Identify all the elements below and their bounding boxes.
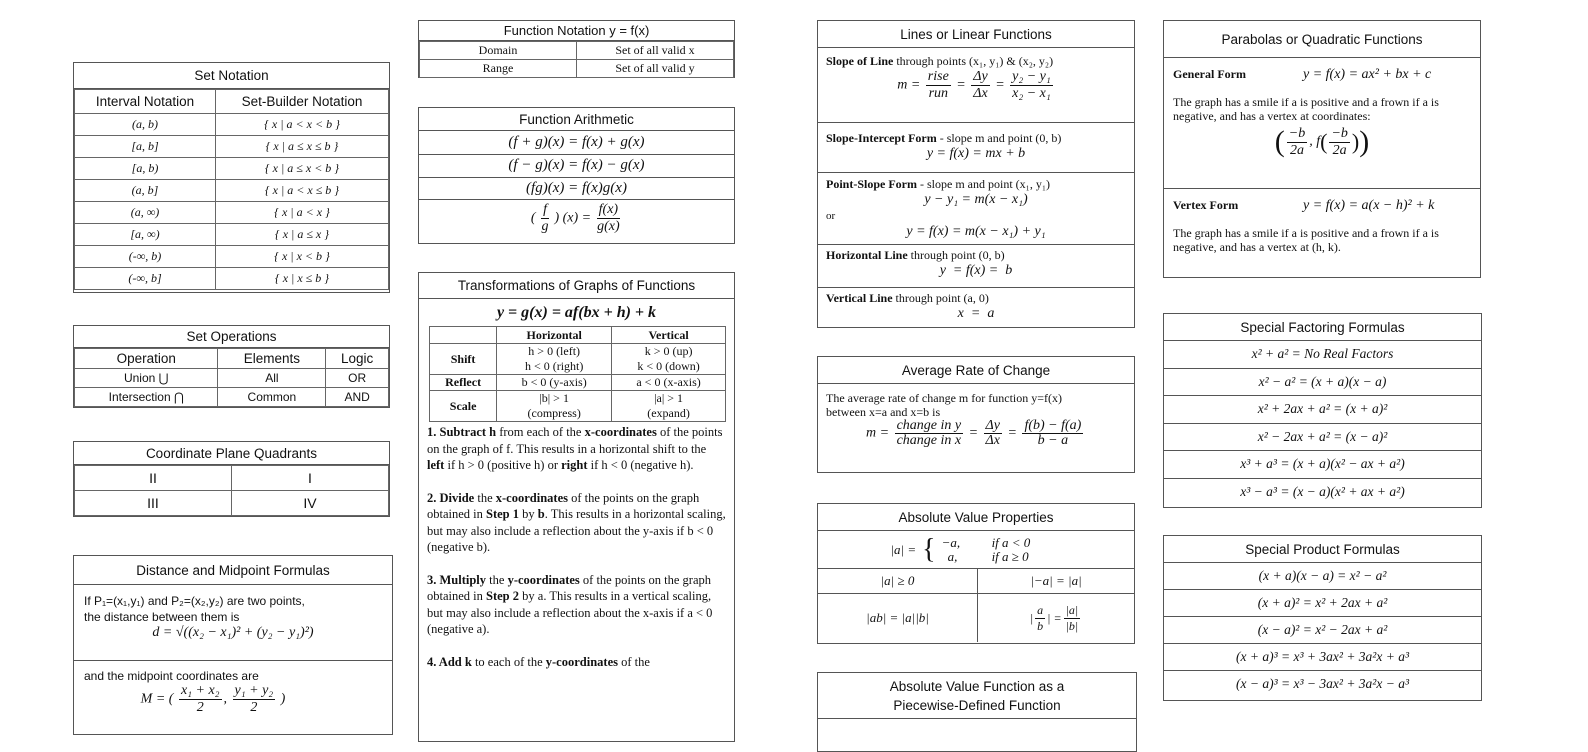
step-segment: y-coordinates: [507, 572, 580, 587]
numerator: f(b) − f(a): [1024, 418, 1082, 433]
distance-title: Distance and Midpoint Formulas: [74, 556, 392, 585]
step-segment: . This results in a horizontal scaling, but may also include a reflection about the y-axis if b < 0 (negative b).: [427, 507, 726, 554]
slope-intercept-text: - slope m and point (0, b): [936, 131, 1062, 145]
interval-cell: (-∞, b): [75, 246, 216, 268]
numerator: change in y: [896, 418, 962, 433]
avg-rate-box: [817, 356, 1135, 473]
factoring-row: x² + a² = No Real Factors: [1164, 341, 1481, 369]
interval-cell: (a, b]: [75, 180, 216, 202]
parabolas-title: Parabolas or Quadratic Functions: [1164, 21, 1480, 58]
col-header: [430, 327, 497, 344]
vertical-line-formula: x = a: [957, 306, 995, 321]
midpoint-lhs: M =: [140, 691, 166, 707]
avg-rate-formula: m = $\frac{\text{change in y}}{\text{change in x}}$ = $\frac{\Delta y}{\Delta x}$ = $\frac{f(b) - f(a)}{b - a}$: [866, 418, 1082, 448]
quadrant-cell: II: [75, 466, 232, 491]
general-form-text: The graph has a smile if a is positive and a frown if a is negative, and has a vertex at coordinates:: [1173, 95, 1439, 123]
set-operations-title: Set Operations: [74, 326, 389, 348]
avg-m: m =: [866, 425, 890, 441]
condition: if a < 0: [991, 534, 1031, 550]
numerator: y₁ + y₂: [234, 683, 274, 698]
table-row: [75, 268, 389, 290]
abs-property: |ab| = |a||b|: [818, 594, 978, 642]
step-segment: right: [561, 458, 588, 472]
denominator: g: [541, 219, 549, 234]
transform-cell: a < 0 (x-axis): [612, 375, 726, 391]
table-row: [75, 369, 389, 388]
condition: if a ≥ 0: [991, 548, 1029, 564]
numerator: rise: [927, 69, 949, 84]
avg-rate-title: Average Rate of Change: [818, 357, 1134, 384]
step-segment: left: [427, 458, 445, 472]
horizontal-line-label: Horizontal Line: [826, 248, 908, 262]
general-form-formula: y = f(x) = ax² + bx + c: [1303, 67, 1432, 82]
abs-props-title: Absolute Value Properties: [818, 504, 1134, 531]
products-row: (x − a)³ = x³ − 3ax² + 3a²x − a³: [1236, 676, 1409, 691]
col-header: Vertical: [612, 327, 726, 344]
distance-formula: d = √((x₂ − x₁)² + (y₂ − y₁)²): [152, 625, 314, 640]
interval-cell: (-∞, b]: [75, 268, 216, 290]
vertical-line-label: Vertical Line: [826, 291, 893, 305]
transformation-step: [419, 572, 734, 638]
set-notation-box: [73, 62, 390, 293]
step-segment: the: [474, 490, 496, 505]
set-op-cell: OR: [326, 369, 389, 388]
transformation-step: [419, 654, 734, 671]
col-header: Elements: [218, 349, 326, 369]
col-header: Set-Builder Notation: [216, 90, 389, 114]
denominator: 2: [250, 700, 258, 715]
table-row: [420, 60, 734, 78]
vertex-form-label: Vertex Form: [1173, 198, 1239, 212]
transform-cell: k > 0 (up) k < 0 (down): [612, 344, 726, 375]
table-row: [75, 491, 389, 516]
denominator: 2a: [1289, 142, 1304, 158]
parabolas-box: [1163, 20, 1481, 278]
products-row: (x − a)² = x² − 2ax + a²: [1164, 617, 1481, 644]
abs-property: |a| ≥ 0: [818, 569, 978, 593]
table-row: [75, 466, 389, 491]
case: −a,: [941, 534, 961, 550]
set-op-cell: Union ⋃: [75, 369, 218, 388]
step-segment: y-coordinates: [545, 654, 618, 669]
denominator: b: [1037, 618, 1044, 633]
general-form-label: General Form: [1173, 67, 1246, 81]
quadrant-cell: I: [232, 466, 389, 491]
transformation-step: [419, 424, 734, 474]
interval-cell: [a, ∞): [75, 224, 216, 246]
step-segment: by a. This results in a vertical scaling, but may also include a reflection about the x-axis if a < 0 (negative a).: [427, 589, 713, 636]
case: a,: [947, 548, 958, 564]
denominator: x₂ − x₁: [1012, 86, 1051, 101]
set-builder-cell: { x | a ≤ x < b }: [216, 158, 389, 180]
step-segment: Step 1: [486, 507, 520, 521]
quadrants-table: [74, 465, 389, 516]
numerator: f: [543, 202, 547, 217]
denominator: |b|: [1065, 618, 1079, 633]
factoring-row: x² + 2ax + a² = (x + a)²: [1164, 396, 1481, 424]
table-row: [420, 42, 734, 60]
step-segment: from each of the: [496, 425, 585, 439]
function-arithmetic-box: [418, 107, 735, 244]
function-notation-table: [419, 41, 734, 78]
denominator: 2: [196, 700, 204, 715]
step-segment: 1. Subtract h: [427, 425, 497, 439]
slope-intercept-label: Slope-Intercept Form: [826, 131, 937, 145]
factoring-title: Special Factoring Formulas: [1164, 314, 1481, 341]
table-row: [75, 114, 389, 136]
midpoint-intro: and the midpoint coordinates are: [84, 669, 259, 683]
step-segment: of the points on the graph obtained in: [427, 572, 712, 603]
table-row: [75, 388, 389, 407]
products-box: [1163, 535, 1482, 701]
horizontal-line-text: through point (0, b): [907, 248, 1005, 262]
step-segment: of the points on the graph of f. This results in a horizontal shift to the: [427, 425, 723, 456]
set-op-cell: Common: [218, 388, 326, 407]
factoring-row: x³ + a³ = (x + a)(x² − ax + a²): [1164, 451, 1481, 479]
avg-rate-text: The average rate of change m for function y=f(x): [826, 391, 1062, 405]
step-segment: 3. Multiply: [427, 572, 487, 587]
quadrants-box: [73, 441, 390, 517]
factoring-box: [1163, 313, 1482, 508]
abs-property-quotient: | $\frac{a}{b}$ | = $\frac{|a|}{|b|}$: [1029, 602, 1079, 633]
vertex-form-text: The graph has a smile if a is positive and a frown if a is negative, and has a vertex at (h, k).: [1173, 226, 1439, 254]
arith-quotient: ( $\frac{f}{g}$ ) (x) = $\frac{f(x)}{g(x)}$: [530, 202, 620, 234]
set-notation-table: [74, 89, 389, 290]
factoring-row: x³ − a³ = (x − a)(x² + ax + a²): [1240, 483, 1405, 499]
numerator: x₁ + x₂: [180, 683, 220, 698]
table-row: [75, 158, 389, 180]
table-row: [430, 391, 726, 422]
distance-intro: If P₁=(x₁,y₁) and P₂=(x₂,y₂) are two points,: [84, 594, 305, 608]
factoring-row: x² − a² = (x + a)(x − a): [1164, 369, 1481, 397]
numerator: Δy: [985, 418, 1000, 433]
set-builder-cell: { x | a < x ≤ b }: [216, 180, 389, 202]
quadrant-cell: III: [75, 491, 232, 516]
products-row: (x + a)² = x² + 2ax + a²: [1164, 590, 1481, 617]
numerator: Δy: [973, 69, 988, 84]
abs-function-title-2: Piecewise-Defined Function: [893, 697, 1061, 713]
function-notation-box: [418, 20, 735, 78]
function-arithmetic-title: Function Arithmetic: [419, 108, 734, 131]
quotient-mid: (x) =: [562, 210, 592, 226]
col-header: Horizontal: [497, 327, 612, 344]
abs-property: |−a| = |a|: [1030, 573, 1082, 588]
vertical-line-text: through point (a, 0): [892, 291, 989, 305]
step-segment: Step 2: [486, 589, 520, 603]
denominator: run: [928, 86, 949, 101]
denominator: g(x): [597, 219, 620, 234]
numerator: |a|: [1065, 602, 1079, 617]
step-segment: if h < 0 (negative h).: [587, 458, 694, 472]
step-segment: if h > 0 (positive h) or: [444, 458, 562, 472]
horizontal-line-formula: y = f(x) = b: [939, 263, 1013, 278]
distance-box: [73, 555, 393, 735]
abs-def-lhs: |a| =: [890, 541, 917, 557]
step-segment: by: [519, 507, 538, 521]
col-header: Operation: [75, 349, 218, 369]
table-row: [75, 246, 389, 268]
abs-props-box: [817, 503, 1135, 644]
or-text: or: [826, 210, 836, 222]
denominator: Δx: [985, 433, 1000, 448]
step-segment: x-coordinates: [495, 490, 568, 505]
interval-cell: (a, b): [75, 114, 216, 136]
table-row: [430, 327, 726, 344]
lines-title: Lines or Linear Functions: [818, 21, 1134, 48]
transform-cell: h > 0 (left) h < 0 (right): [497, 344, 612, 375]
arith-row: (f + g)(x) = f(x) + g(x): [419, 131, 734, 155]
transformations-table: [429, 326, 726, 422]
factoring-row: x² − 2ax + a² = (x − a)²: [1164, 424, 1481, 452]
set-builder-cell: { x | a < x < b }: [216, 114, 389, 136]
set-builder-cell: { x | a ≤ x }: [216, 224, 389, 246]
point-slope-label: Point-Slope Form: [826, 177, 917, 191]
table-row: [75, 180, 389, 202]
set-builder-cell: { x | x < b }: [216, 246, 389, 268]
point-slope-text: - slope m and point (x₁, y₁): [917, 177, 1051, 191]
set-builder-cell: { x | a ≤ x ≤ b }: [216, 136, 389, 158]
interval-cell: (a, ∞): [75, 202, 216, 224]
abs-function-title: Absolute Value Function as a: [889, 678, 1065, 694]
vertex-coordinates: ( $\frac{-b}{2a}$ , f( $\frac{-b}{2a}$ )): [1274, 125, 1370, 158]
table-row: [430, 344, 726, 375]
transformations-title: Transformations of Graphs of Functions: [419, 273, 734, 299]
numerator: a: [1037, 602, 1044, 617]
step-segment: x-coordinates: [584, 425, 657, 439]
numerator: −b: [1331, 125, 1348, 141]
col-header: Interval Notation: [75, 90, 216, 114]
slope-intercept-formula: y = f(x) = mx + b: [926, 146, 1026, 161]
step-segment: to each of the: [471, 654, 546, 669]
notation-cell: Set of all valid x: [577, 42, 734, 60]
row-header: Reflect: [430, 375, 497, 391]
notation-cell: Range: [420, 60, 577, 78]
set-operations-box: [73, 325, 390, 408]
interval-cell: [a, b): [75, 158, 216, 180]
transformation-steps: [419, 422, 734, 670]
avg-rate-text-2: between x=a and x=b is: [826, 405, 941, 419]
function-notation-title: Function Notation y = f(x): [419, 21, 734, 41]
transform-cell: b < 0 (y-axis): [497, 375, 612, 391]
point-slope-formula-2: y = f(x) = m(x − x₁) + y₁: [906, 224, 1046, 239]
step-segment: of the: [617, 654, 650, 669]
notation-cell: Domain: [420, 42, 577, 60]
denominator: Δx: [973, 86, 988, 101]
table-row: [75, 224, 389, 246]
row-header: Scale: [430, 391, 497, 422]
point-slope-formula: y − y₁ = m(x − x₁): [924, 192, 1028, 207]
step-segment: 2. Divide: [427, 490, 475, 505]
lines-box: [817, 20, 1135, 328]
step-segment: b: [537, 507, 545, 521]
numerator: y₂ − y₁: [1012, 69, 1051, 84]
transformation-step: [419, 490, 734, 556]
products-row: (x + a)(x − a) = x² − a²: [1164, 563, 1481, 590]
denominator: 2a: [1332, 142, 1347, 158]
quadrants-title: Coordinate Plane Quadrants: [74, 442, 389, 465]
slope-m: m =: [897, 77, 921, 93]
set-op-cell: All: [218, 369, 326, 388]
abs-definition: |a| = { −a, if a < 0 a, if a ≥ 0: [818, 531, 1134, 569]
transform-cell: |b| > 1 (compress): [497, 391, 612, 422]
col-header: Logic: [326, 349, 389, 369]
denominator: change in x: [896, 433, 962, 448]
table-row: [430, 375, 726, 391]
step-segment: of the points on the graph obtained in: [427, 490, 700, 521]
products-row: (x + a)³ = x³ + 3ax² + 3a²x + a³: [1164, 644, 1481, 671]
step-segment: 4. Add k: [427, 654, 472, 669]
products-title: Special Product Formulas: [1164, 536, 1481, 563]
numerator: f(x): [598, 202, 619, 217]
denominator: b − a: [1037, 433, 1069, 448]
table-row: [75, 202, 389, 224]
midpoint-formula: M = ( $\frac{\text{x₁ + x₂}}{2}$ , $\frac{\text{y₁ + y₂}}{2}$ ): [140, 683, 286, 715]
slope-text: through points (x₁, y₁) & (x₂, y₂): [893, 54, 1054, 68]
row-header: Shift: [430, 344, 497, 375]
set-builder-cell: { x | x ≤ b }: [216, 268, 389, 290]
slope-label: Slope of Line: [826, 54, 894, 68]
table-row: [75, 136, 389, 158]
numerator: −b: [1288, 125, 1306, 141]
transformations-equation: y = g(x) = af(bx + h) + k: [496, 304, 657, 321]
set-op-cell: AND: [326, 388, 389, 407]
set-operations-table: [74, 348, 389, 407]
distance-intro-2: the distance between them is: [84, 610, 240, 624]
slope-formula: m = $\frac{\text{rise}}{\text{run}}$ = $\frac{\Delta y}{\Delta x}$ = $\frac{\text{y₂ − y₁}}{\text{x₂ − x₁}}$: [897, 69, 1051, 101]
transformations-box: [418, 272, 735, 742]
set-notation-title: Set Notation: [74, 63, 389, 89]
notation-cell: Set of all valid y: [577, 60, 734, 78]
transform-cell: |a| > 1 (expand): [612, 391, 726, 422]
arith-row: (f − g)(x) = f(x) − g(x): [419, 155, 734, 178]
vertex-form-formula: y = f(x) = a(x − h)² + k: [1303, 198, 1435, 213]
set-op-cell: Intersection ⋂: [75, 388, 218, 407]
abs-function-box: [817, 672, 1137, 752]
arith-row: (fg)(x) = f(x)g(x): [419, 178, 734, 200]
step-segment: the: [486, 572, 508, 587]
set-builder-cell: { x | a < x }: [216, 202, 389, 224]
quadrant-cell: IV: [232, 491, 389, 516]
interval-cell: [a, b]: [75, 136, 216, 158]
